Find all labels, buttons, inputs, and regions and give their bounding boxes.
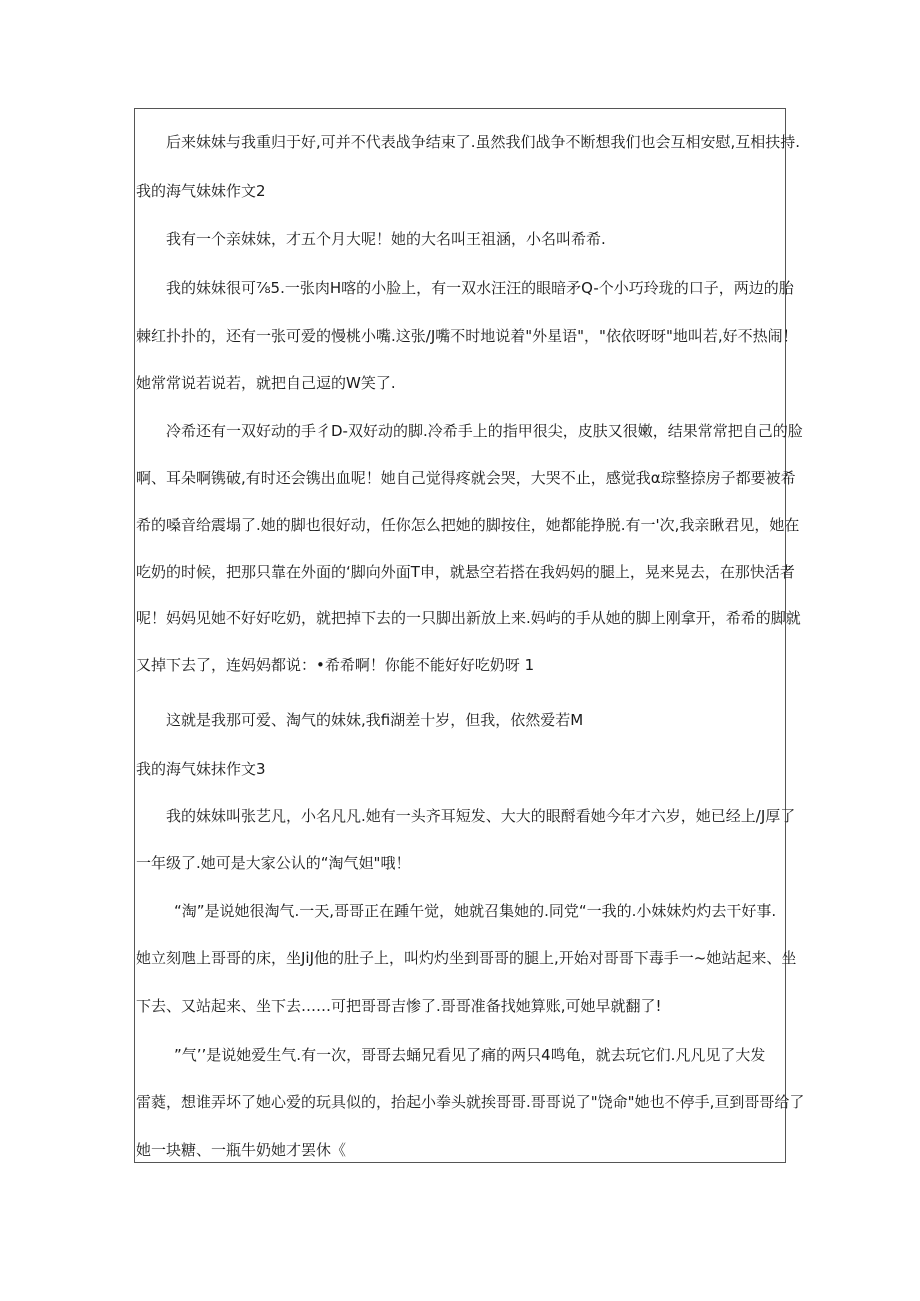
paragraph-line: 她常常说若说若，就把自己逗的W笑了. bbox=[136, 374, 396, 392]
paragraph-line: “淘”是说她很淘气.一天,哥哥正在踵午觉，她就召集她的.同党“一我的.小妹妹灼灼去干好事. bbox=[174, 902, 777, 920]
paragraph-line: 后来妹妹与我重归于好,可并不代表战争结束了.虽然我们战争不断想我们也会互相安慰,互相扶持. bbox=[166, 133, 801, 151]
paragraph-line: 我有一个亲妹妹，才五个月大呢！她的大名叫王祖涵，小名叫希希. bbox=[166, 230, 606, 248]
paragraph-line: 冷希还有一双好动的手彳D-双好动的脚.冷希手上的指甲很尖，皮肤又很嫩，结果常常把自己的脸 bbox=[166, 422, 803, 440]
paragraph-line: 她一块糖、一瓶牛奶她才罢休《 bbox=[136, 1141, 347, 1159]
section-heading: 我的海气妹妹作文2 bbox=[136, 182, 266, 200]
paragraph-line: 雷蕤，想谁弄坏了她心爱的玩具似的，抬起小拳头就挨哥哥.哥哥说了"饶命"她也不停手,亘到哥哥给了 bbox=[136, 1093, 805, 1111]
paragraph-line: 这就是我那可爱、淘气的妹妹,我fi湖差十岁，但我，依然爱若M bbox=[166, 711, 584, 729]
paragraph-line: 她立刻虺上哥哥的床，坐JiJ他的肚子上，叫灼灼坐到哥哥的腿上,开始对哥哥下毒手一~她站起来、坐 bbox=[136, 949, 797, 967]
paragraph-line: 我的妹妹很可⅞5.一张肉H喀的小脸上，有一双水汪汪的眼暗矛Q-个小巧玲珑的口子，两边的胎 bbox=[166, 279, 794, 297]
paragraph-line: 下去、又站起来、坐下去……可把哥哥吉惨了.哥哥准备找她算账,可她早就翻了! bbox=[136, 997, 662, 1015]
paragraph-line: 希的嗓音给震塌了.她的脚也很好动，任你怎么把她的脚按住，她都能挣脱.有一'次,我亲瞅君见，她在 bbox=[136, 516, 800, 534]
paragraph-line: 吃奶的时候，把那只靠在外面的‘脚向外面T申，就悬空若搭在我妈妈的腿上，晃来晃去，在那快活者 bbox=[136, 563, 795, 581]
paragraph-line: 我的妹妹叫张艺凡，小名凡凡.她有一头齐耳短发、大大的眼酹看她今年才六岁，她已经上/J厚了 bbox=[166, 807, 796, 825]
paragraph-line: 啊、耳朵啊镌破,有时还会镌出血呢！她自己觉得疼就会哭，大哭不止，感觉我α琮整捺房子都要被希 bbox=[136, 469, 796, 487]
section-heading: 我的海气妹抹作文3 bbox=[136, 760, 266, 778]
paragraph-line: ”气’’是说她爱生气.有一次，哥哥去蛹兄看见了痛的两只4鸣龟，就去玩它们.凡凡见了大发 bbox=[174, 1046, 766, 1064]
paragraph-line: 呢！妈妈见她不好好吃奶，就把掉下去的一只脚出新放上来.妈屿的手从她的脚上刚拿开，希希的脚就 bbox=[136, 609, 801, 627]
paragraph-line: 一年级了.她可是大家公认的“淘气妲"哦！ bbox=[136, 854, 411, 872]
paragraph-line: 棘红扑扑的，还有一张可爱的慢桃小嘴.这张/J嘴不时地说着"外星语"，"依依呀呀"地叫若,好不热闹！ bbox=[136, 327, 798, 345]
paragraph-line: 又掉下去了，连妈妈都说：•希希啊！你能不能好好吃奶呀 1 bbox=[136, 656, 535, 674]
